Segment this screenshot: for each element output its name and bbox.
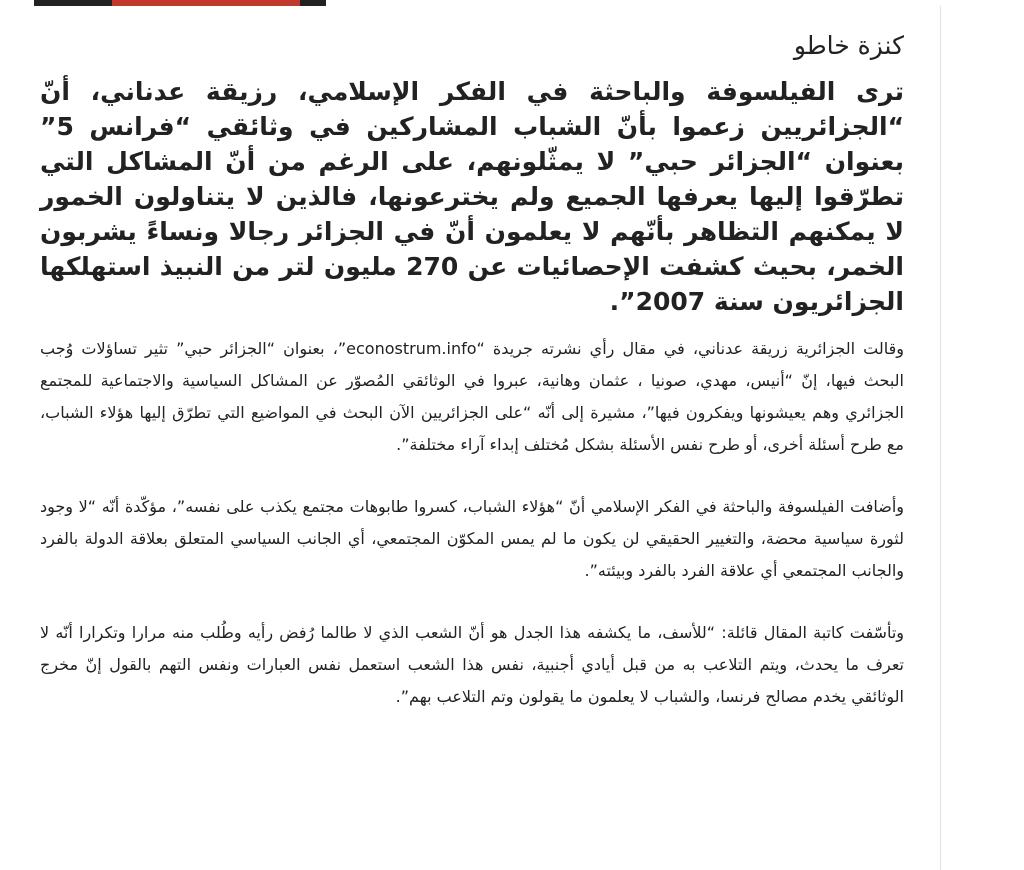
article (40, 28, 904, 743)
article-lead: ترى الفيلسوفة والباحثة في الفكر الإسلامي، رزيقة عدناني، أنّ “الجزائريين زعموا بأنّ الشباب المشاركين في وثائقي “فرانس 5” بعنوان “الجزائر حبي” لا يمثّلونهم، على الرغم من أنّ المشاكل التي تطرّقوا إليها يعرفها الجميع ولم يخترعونها، فالذين لا يتناولون الخمور لا يمكنهم التظاهر بأنّهم لا يعلمون أنّ في الجزائر رجالا ونساءً يشربون الخمر، بحيث كشفت الإحصائيات عن 270 مليون لتر من النبيذ استهلكها الجزائريون سنة 2007”. (40, 77, 904, 316)
author-name[interactable]: كنزة خاطو (793, 31, 904, 60)
sidebar-divider (940, 6, 941, 870)
article-paragraph-1: وقالت الجزائرية زريقة عدناني، في مقال رأي نشرته جريدة “econostrum.info”، بعنوان “الجزائر حبي” تثير تساؤلات وُجب البحث فيها، إنّ “أنيس، مهدي، صونيا ، عثمان وهانية، عبروا في الوثائقي المُصوّر عن المشاكل السياسية والاجتماعية للمجتمع الجزائري وهم يعيشونها ويفكرون فيها”، مشيرة إلى أنّه “على الجزائريين الآن البحث في المواضيع التي تطرّق إليها هؤلاء الشباب، مع طرح أسئلة أخرى، أو طرح نفس الأسئلة بشكل مُختلف إبداء آراء مختلفة”. (40, 339, 905, 454)
article-paragraph-2: وأضافت الفيلسوفة والباحثة في الفكر الإسلامي أنّ “هؤلاء الشباب، كسروا طابوهات مجتمع يكذب على نفسه”، مؤكّدة أنّه “لا وجود لثورة سياسية محضة، والتغيير الحقيقي لن يكون ما لم يمس المكوّن المجتمعي، أي الجانب السياسي المتعلق بعلاقة الدولة بالفرد والجانب المجتمعي أي علاقة الفرد بالفرد وبيئته”. (40, 497, 904, 580)
top-bar-accent (112, 0, 300, 6)
article-paragraph-3: وتأسّفت كاتبة المقال قائلة: “للأسف، ما يكشفه هذا الجدل هو أنّ الشعب الذي لا طالما رُفض رأيه وطُلب منه مرارا وتكرارا أنّه لا تعرف ما يحدث، ويتم التلاعب به من قبل أيادي أجنبية، نفس هذا الشعب استعمل نفس العبارات ونفس التهم بالقول إنّ مخرج الوثائقي يخدم مصالح فرنسا، والشباب لا يعلمون ما يقولون وتم التلاعب بهم”. (40, 623, 904, 706)
